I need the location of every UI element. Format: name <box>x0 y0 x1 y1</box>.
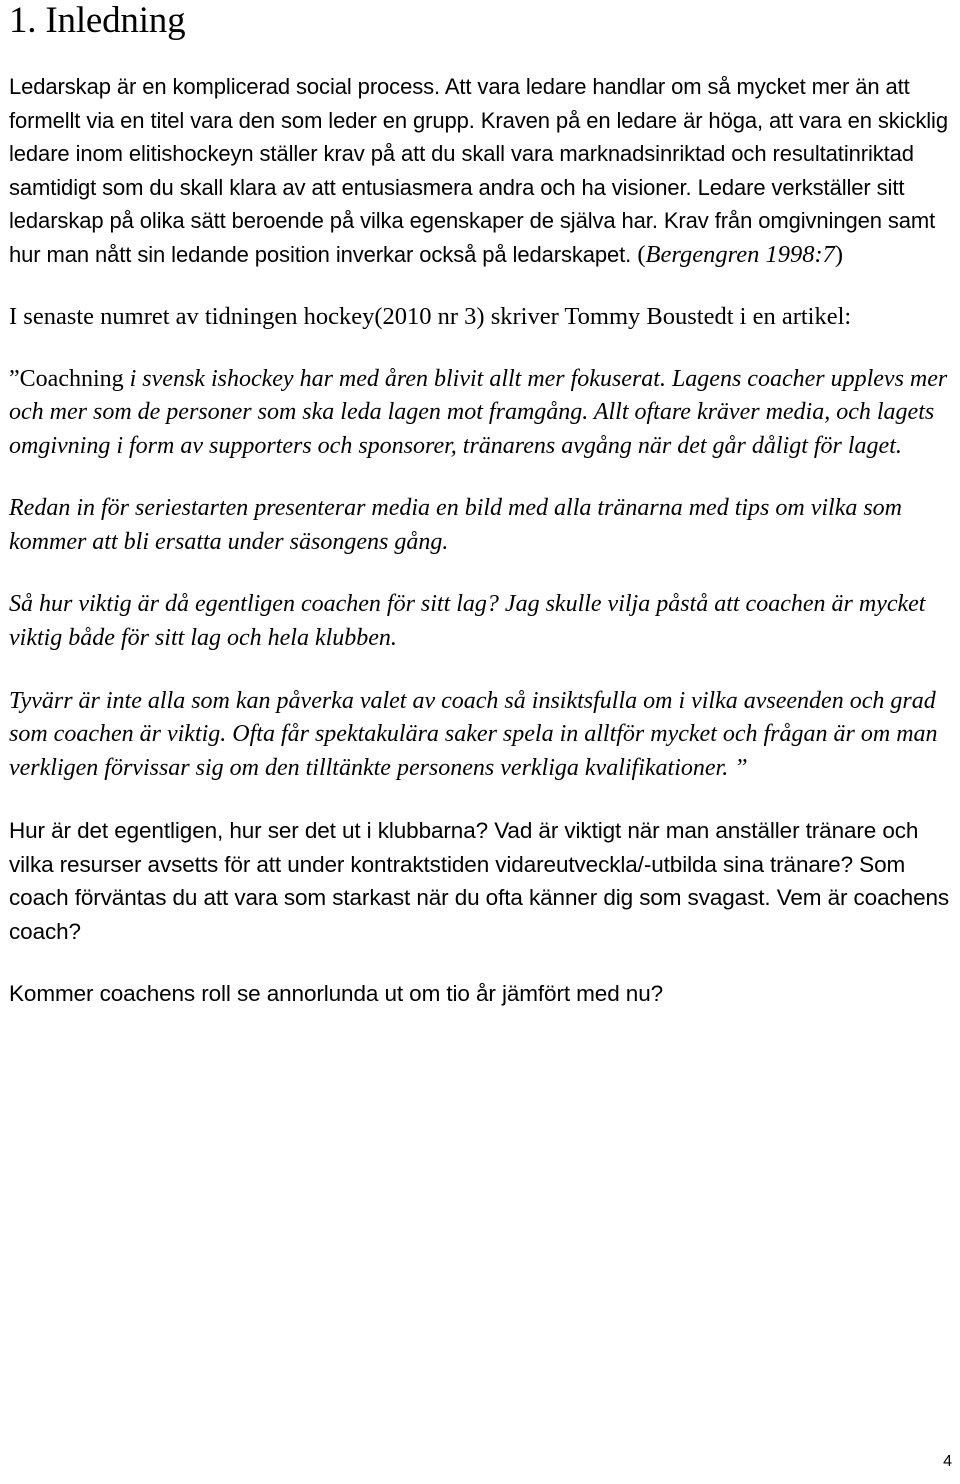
intro-paragraph <box>9 70 954 271</box>
quote-paragraph-3: Så hur viktig är då egentligen coachen för sitt lag? Jag skulle vilja påstå att coachen är mycket viktig både för sitt lag och hela klubben. <box>9 591 926 652</box>
questions-text: Hur är det egentligen, hur ser det ut i klubbarna? Vad är viktigt när man anställer tränare och vilka resurser avsetts för att under kontraktstiden vidareutveckla/-utbilda sina tränare? Som coach förväntas du att vara som starkast när du ofta känner dig som svagast. Vem är coachens coach? <box>9 818 950 944</box>
section-heading: 1. Inledning <box>9 0 186 41</box>
quote-paragraph-4: Tyvärr är inte alla som kan påverka valet av coach så insiktsfulla om i vilka avseenden och grad som coachen är viktig. Ofta får spektakulära saker spela in alltför mycket och frågan är om man verkligen förvissar sig om den tilltänkte personens verkliga kvalifikationer. ” <box>9 687 938 781</box>
quote-paragraph-1 <box>9 363 954 464</box>
citation-text: Bergengren 1998:7 <box>645 240 835 268</box>
questions-paragraph <box>9 814 954 948</box>
quote-lead: ”Coachning <box>9 365 130 392</box>
citation-open: ( <box>637 240 646 268</box>
intro-text: Ledarskap är en komplicerad social process. Att vara ledare handlar om så mycket mer än att formellt via en titel vara den som leder en grupp. Kraven på en ledare är höga, att vara en skicklig ledare inom elitishockeyn ställer krav på att du skall vara marknadsinriktad och resultatinriktad samtidigt som du skall klara av att entusiasmera andra och ha visioner. Ledare verkställer sitt ledarskap på olika sätt beroende på vilka egenskaper de själva har. Krav från omgivningen samt hur man nått sin ledande position inverkar också på ledarskapet. <box>9 74 948 267</box>
article-reference-paragraph: I senaste numret av tidningen hockey(2010 nr 3) skriver Tommy Boustedt i en artikel: <box>9 303 852 330</box>
closing-paragraph <box>9 977 954 1011</box>
quote-paragraph-2: Redan in för seriestarten presenterar media en bild med alla tränarna med tips om vilka som kommer att bli ersatta under säsongens gång. <box>9 495 903 555</box>
document-page <box>9 0 954 1011</box>
quote-body-1: i svensk ishockey har med åren blivit allt mer fokuserat. Lagens coacher upplevs mer och mer som de personer som ska leda lagen mot framgång. Allt oftare kräver media, och lagets omgivning i form av supporters och sponsorer, tränarens avgång när det går dåligt för laget. <box>9 365 948 459</box>
closing-text: Kommer coachens roll se annorlunda ut om tio år jämfört med nu? <box>9 981 664 1007</box>
citation-close: ) <box>834 240 844 268</box>
page-number: 4 <box>943 1453 952 1470</box>
